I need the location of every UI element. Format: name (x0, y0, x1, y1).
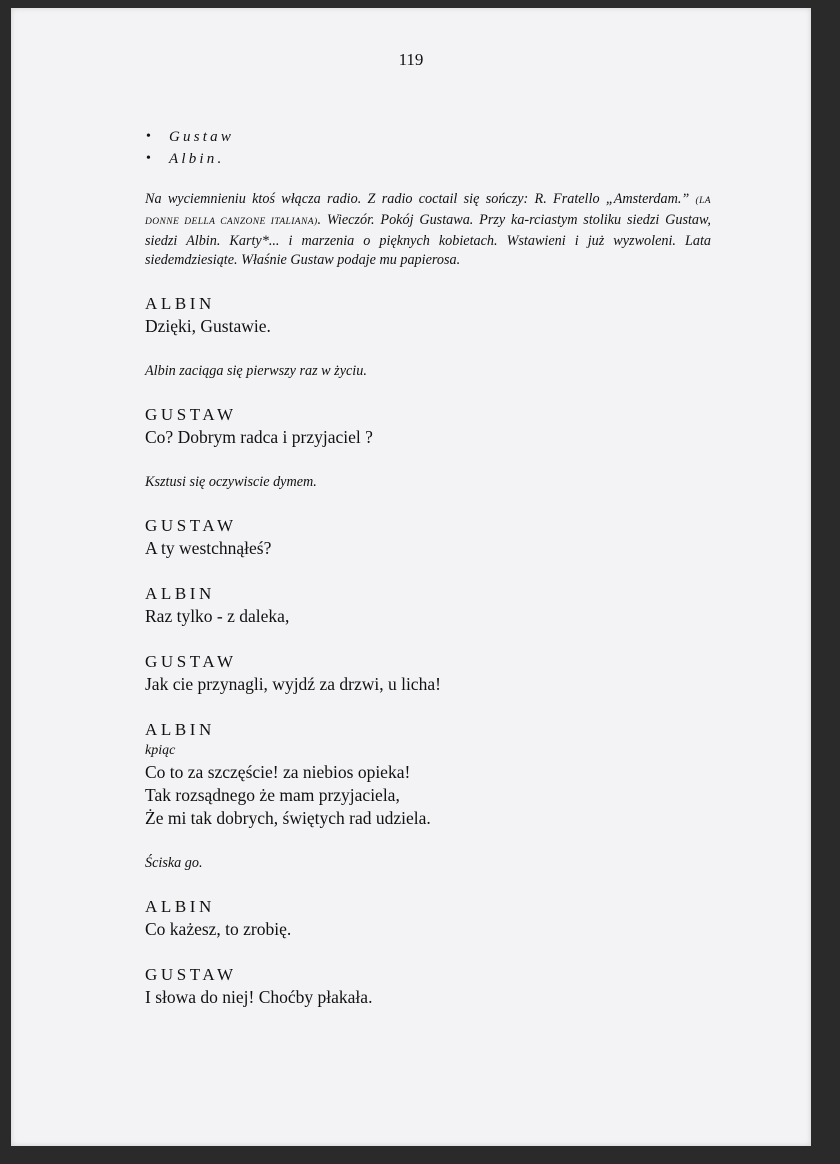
dialogue-block (145, 403, 711, 449)
speaker-name: ALBIN (145, 584, 215, 603)
stage-direction: Ściska go. (145, 855, 203, 871)
speaker-name: GUSTAW (145, 405, 237, 424)
speaker-name: ALBIN (145, 720, 215, 739)
dialogue-line: Co każesz, to zrobię. (145, 919, 292, 939)
stage-direction-text: Na wyciemnieniu ktoś włącza radio. Z radio coctail się sończy: R. Fratello „Amsterdam.” (145, 191, 696, 207)
speaker-name: GUSTAW (145, 516, 237, 535)
dialogue-block (145, 514, 711, 560)
bullet-icon: • (146, 151, 151, 166)
bullet-icon: • (146, 129, 151, 144)
dialogue-line: Że mi tak dobrych, świętych rad udziela. (145, 808, 431, 828)
page-number: 119 (398, 50, 424, 69)
dialogue-block (145, 582, 711, 628)
dialogue-line: Jak cie przynagli, wyjdź za drzwi, u licha! (145, 674, 441, 694)
dialogue-line: I słowa do niej! Choćby płakała. (145, 987, 373, 1007)
stage-direction: Albin zaciąga się pierwszy raz w życiu. (145, 363, 367, 379)
stage-direction-text: . Wieczór. Pokój Gustawa. Przy ka-rciastym stoliku siedzi Gustaw, siedzi Albin. Karty*... i marzenia o pięknych kobietach. Wstawieni i już wyzwoleni. Lata siedemdziesiąte. Właśnie Gustaw podaje mu papierosa. (145, 212, 711, 268)
dialogue-line: A ty westchnąłeś? (145, 538, 272, 558)
page-content (145, 126, 711, 1009)
inline-direction: kpiąc (145, 743, 176, 758)
speaker-name: GUSTAW (145, 652, 237, 671)
speaker-name: ALBIN (145, 294, 215, 313)
cast-item (145, 126, 711, 148)
cast-name: Gustaw (169, 129, 235, 145)
dialogue-block (145, 963, 711, 1009)
script-dialogue (145, 292, 711, 1009)
speaker-name: ALBIN (145, 897, 215, 916)
dialogue-block (145, 895, 711, 941)
dialogue-block (145, 292, 711, 338)
cast-list (145, 126, 711, 170)
dialogue-line: Dzięki, Gustawie. (145, 316, 271, 336)
song-subtitle: (LA DONNE DELLA CANZONE ITALIANA) (145, 196, 711, 227)
dialogue-block (145, 718, 711, 830)
speaker-name: GUSTAW (145, 965, 237, 984)
dialogue-line: Raz tylko - z daleka, (145, 606, 290, 626)
opening-stage-direction (145, 190, 711, 270)
dialogue-block (145, 650, 711, 696)
cast-item (145, 148, 711, 170)
dialogue-line: Co? Dobrym radca i przyjaciel ? (145, 427, 373, 447)
dialogue-line: Co to za szczęście! za niebios opieka! (145, 762, 411, 782)
document-page (11, 8, 811, 1146)
dialogue-line: Tak rozsądnego że mam przyjaciela, (145, 785, 400, 805)
stage-direction: Ksztusi się oczywiscie dymem. (145, 474, 317, 490)
cast-name: Albin. (169, 151, 225, 167)
